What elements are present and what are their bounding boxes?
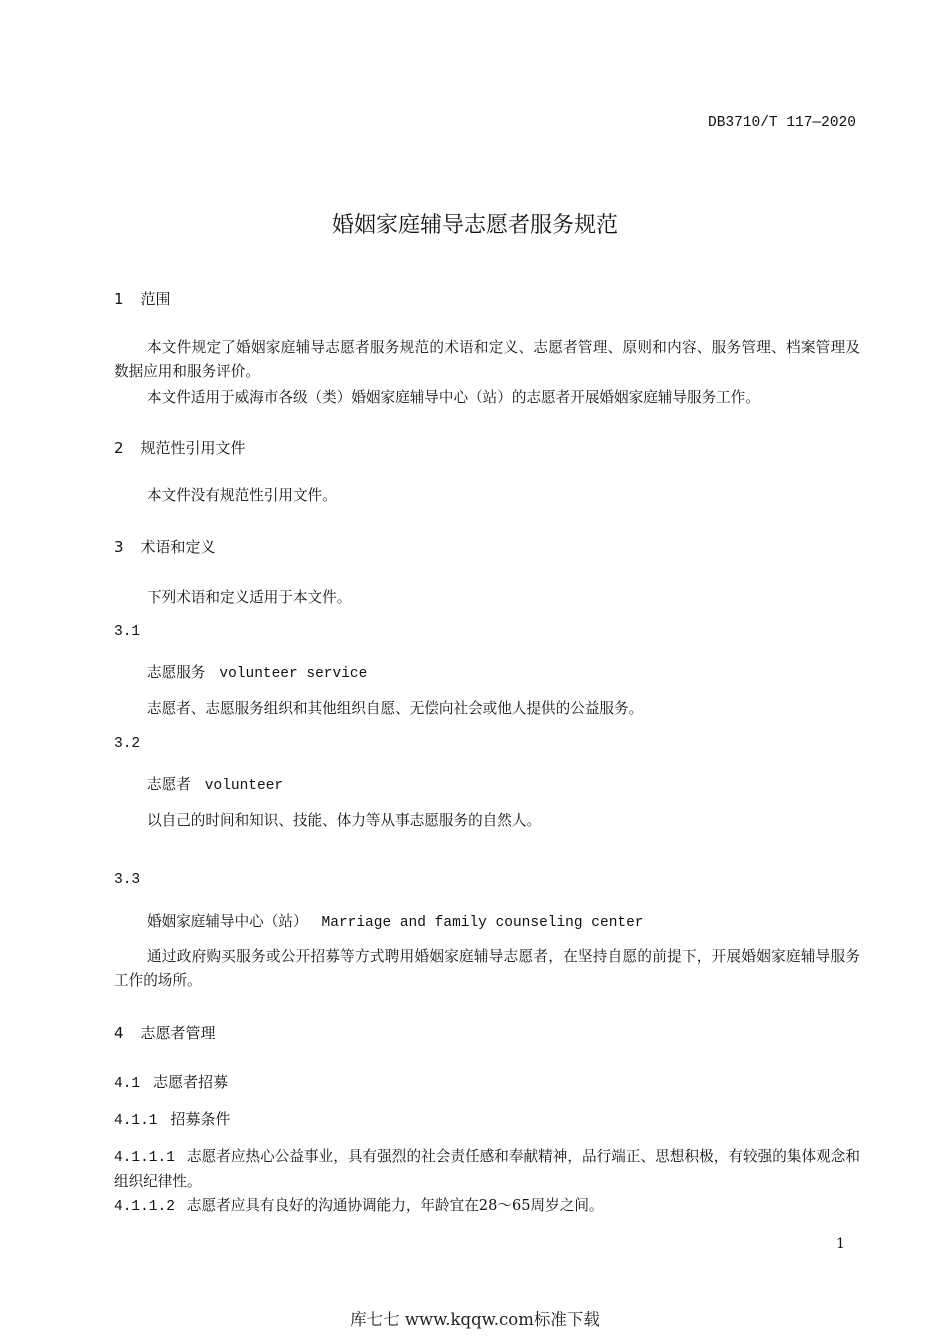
term-zh: 志愿者 [147,776,191,793]
section-title: 志愿者管理 [140,1024,216,1042]
document-title: 婚姻家庭辅导志愿者服务规范 [331,213,618,238]
section-1-heading [114,288,171,309]
term-number: 3.2 [114,736,141,752]
section-number: 1 [114,290,124,308]
section-4-heading [114,1022,216,1043]
term-zh: 婚姻家庭辅导中心（站） [147,913,308,930]
paragraph: 本文件规定了婚姻家庭辅导志愿者服务规范的术语和定义、志愿者管理、原则和内容、服务管理、档案管理及数据应用和服务评价。 [114,339,860,380]
term-en: volunteer service [219,666,368,682]
term-definition: 以自己的时间和知识、技能、体力等从事志愿服务的自然人。 [147,812,542,829]
footer-text: 库七七 www.kqqw.com标准下载 [350,1310,600,1329]
clause [114,1145,860,1194]
clause-number: 4.1.1.1 [114,1150,175,1166]
term-definition: 志愿者、志愿服务组织和其他组织自愿、无偿向社会或他人提供的公益服务。 [147,700,644,717]
clause-text: 志愿者应热心公益事业，具有强烈的社会责任感和奉献精神，品行端正、思想积极，有较强的集体观念和组织纪律性。 [114,1148,860,1190]
section-number: 4.1 [114,1076,141,1092]
section-title: 范围 [140,290,171,308]
document-code: DB3710/T 117—2020 [708,115,856,131]
section-title: 规范性引用文件 [140,439,246,457]
term-entry [147,910,644,931]
paragraph: 本文件没有规范性引用文件。 [147,487,337,504]
subsection-4-1-heading [114,1071,228,1092]
term-entry [147,661,367,682]
clause-text: 志愿者应具有良好的沟通协调能力，年龄宜在28～65周岁之间。 [186,1197,604,1214]
section-2-heading [114,437,246,458]
section-number: 4.1.1 [114,1113,158,1129]
section-3-heading [114,536,216,557]
term-zh: 志愿服务 [147,664,206,681]
section-title: 术语和定义 [140,538,216,556]
term-number: 3.1 [114,624,141,640]
term-entry [147,773,283,794]
term-en: Marriage and family counseling center [321,915,644,931]
term-definition: 通过政府购买服务或公开招募等方式聘用婚姻家庭辅导志愿者，在坚持自愿的前提下，开展婚姻家庭辅导服务工作的场所。 [114,948,860,989]
page-number: 1 [836,1236,845,1252]
term-number: 3.3 [114,872,141,888]
paragraph: 本文件适用于威海市各级（类）婚姻家庭辅导中心（站）的志愿者开展婚姻家庭辅导服务工作。 [147,389,760,406]
section-number: 2 [114,439,124,457]
paragraph: 下列术语和定义适用于本文件。 [147,589,352,606]
subsection-4-1-1-heading [114,1108,231,1129]
section-number: 4 [114,1024,124,1042]
section-title: 招募条件 [170,1110,231,1128]
term-en: volunteer [204,778,284,794]
section-number: 3 [114,538,124,556]
clause [114,1194,860,1219]
section-title: 志愿者招募 [153,1073,229,1091]
clause-number: 4.1.1.2 [114,1199,175,1215]
